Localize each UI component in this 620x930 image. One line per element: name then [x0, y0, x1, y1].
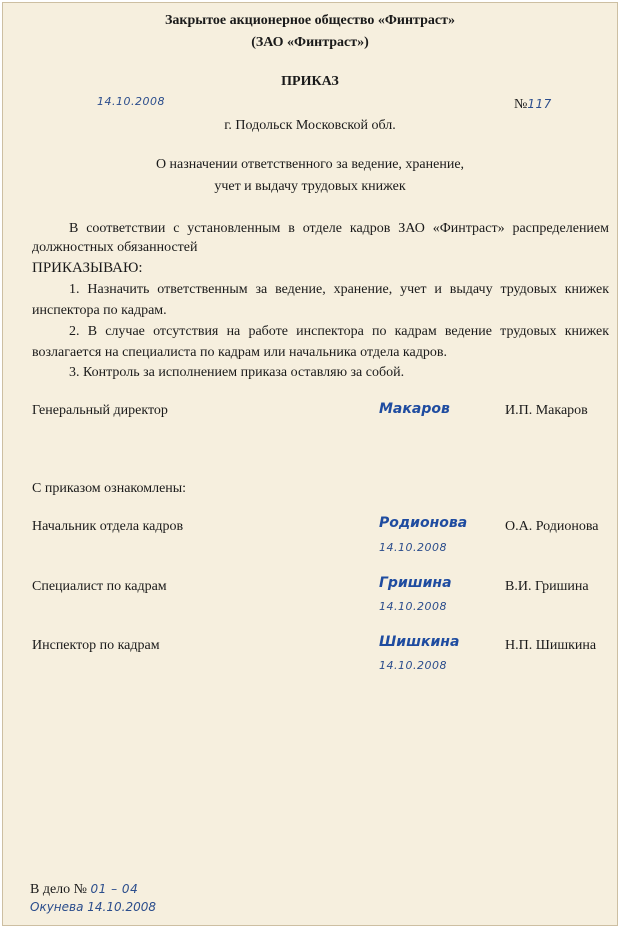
order-date: 14.10.2008	[97, 95, 165, 108]
item-2-line-1: 2. В случае отсутствия на работе инспектора по кадрам ведение трудовых книжек	[69, 324, 609, 339]
preamble-line-1: В соответствии с установленным в отделе кадров ЗАО «Финтраст» распределением	[69, 221, 609, 236]
ack-3-name: Н.П. Шишкина	[505, 638, 597, 653]
item-3: 3. Контроль за исполнением приказа оставляю за собой.	[69, 365, 405, 380]
item-1-line-2: инспектора по кадрам.	[32, 303, 167, 318]
ack-3-date: 14.10.2008	[379, 659, 447, 672]
file-note-signer: Окунева	[30, 900, 84, 914]
item-1-line-1: 1. Назначить ответственным за ведение, хранение, учет и выдачу трудовых книжек	[69, 282, 609, 297]
subject-line-2: учет и выдачу трудовых книжек	[214, 179, 406, 194]
document-page	[2, 2, 618, 926]
company-full-name: Закрытое акционерное общество «Финтраст»	[165, 13, 455, 28]
file-note-line-1	[30, 880, 138, 899]
file-note-date: 14.10.2008	[87, 900, 156, 914]
ack-3-position: Инспектор по кадрам	[32, 638, 160, 653]
order-number-value: 117	[527, 97, 552, 111]
ack-3-signature: Шишкина	[379, 634, 460, 650]
ack-2-name: В.И. Гришина	[505, 579, 589, 594]
director-name: И.П. Макаров	[505, 403, 588, 418]
ack-1-signature: Родионова	[379, 515, 468, 531]
file-note-case-number: 01 – 04	[90, 882, 139, 896]
ack-2-position: Специалист по кадрам	[32, 579, 167, 594]
acknowledged-title: С приказом ознакомлены:	[32, 481, 187, 496]
ack-1-position: Начальник отдела кадров	[32, 519, 184, 534]
subject-line-1: О назначении ответственного за ведение, хранение,	[155, 157, 465, 172]
order-word: ПРИКАЗЫВАЮ:	[32, 260, 143, 276]
order-place: г. Подольск Московской обл.	[224, 118, 396, 133]
director-position: Генеральный директор	[32, 403, 168, 418]
ack-1-name: О.А. Родионова	[505, 519, 599, 534]
ack-2-date: 14.10.2008	[379, 600, 447, 613]
ack-2-signature: Гришина	[379, 575, 452, 591]
director-signature: Макаров	[379, 401, 450, 417]
item-2-line-2: возлагается на специалиста по кадрам или начальника отдела кадров.	[32, 345, 447, 360]
company-short-name: (ЗАО «Финтраст»)	[251, 35, 369, 50]
preamble-line-2: должностных обязанностей	[32, 240, 198, 255]
ack-1-date: 14.10.2008	[379, 541, 447, 554]
file-note-line-2	[30, 900, 156, 914]
order-number-label: №	[514, 97, 528, 112]
document-type: ПРИКАЗ	[281, 74, 339, 89]
order-number	[514, 95, 552, 114]
file-note-label: В дело №	[30, 882, 88, 897]
